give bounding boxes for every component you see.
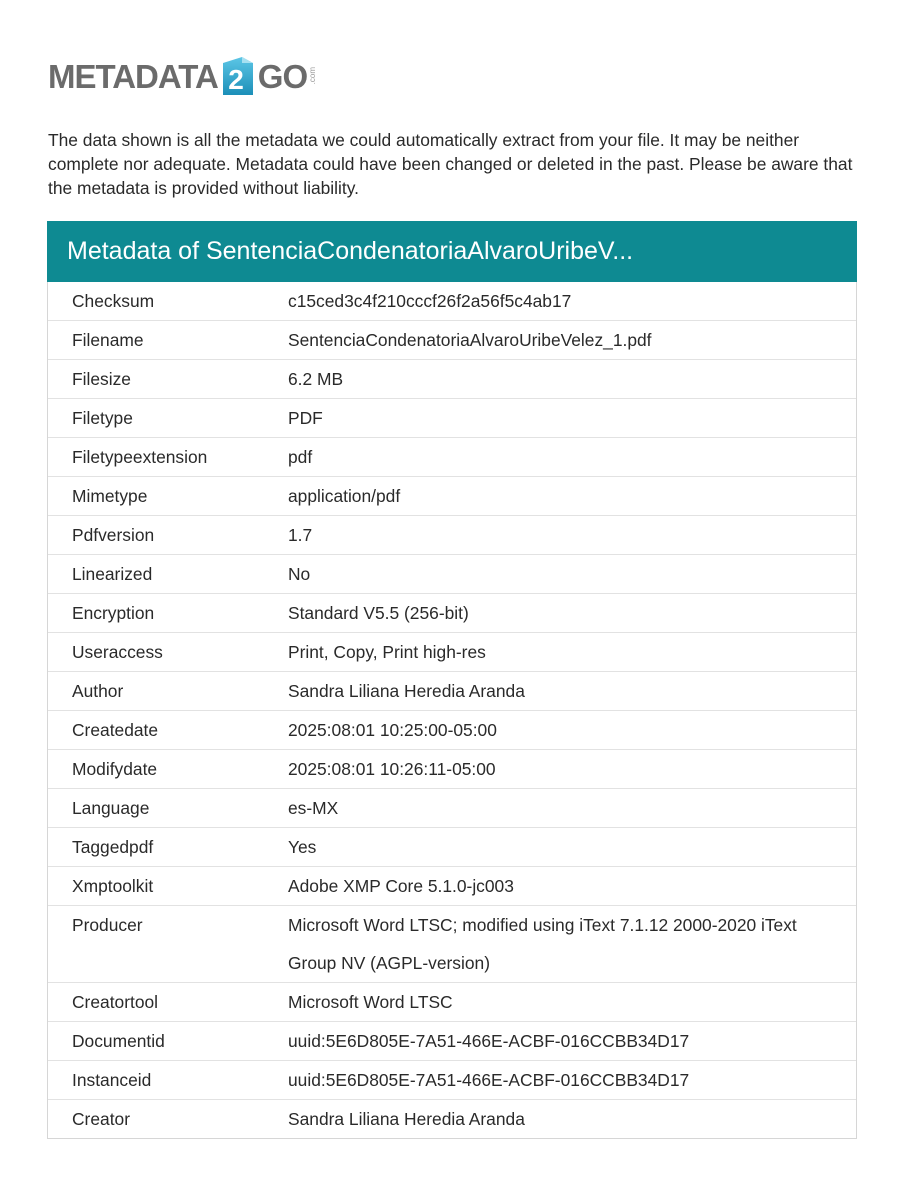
row-value: c15ced3c4f210cccf26f2a56f5c4ab17 <box>288 291 572 311</box>
row-key: Mimetype <box>72 486 148 506</box>
row-value: Sandra Liliana Heredia Aranda <box>288 1109 525 1129</box>
logo-text-right: GO <box>257 57 308 95</box>
table-row <box>48 866 856 905</box>
row-value: 2025:08:01 10:25:00-05:00 <box>288 720 497 740</box>
table-row <box>48 982 856 1021</box>
row-value: pdf <box>288 447 313 467</box>
table-row <box>48 827 856 866</box>
row-value: 6.2 MB <box>288 369 344 389</box>
row-value: Microsoft Word LTSC; modified using iText 7.1.12 2000-2020 iText Group NV (AGPL-version) <box>288 915 797 973</box>
row-key: Linearized <box>72 564 153 584</box>
row-value: Print, Copy, Print high-res <box>288 642 486 662</box>
row-value: uuid:5E6D805E-7A51-466E-ACBF-016CCBB34D17 <box>288 1031 690 1051</box>
logo-suffix: .com <box>308 67 318 85</box>
row-value: Microsoft Word LTSC <box>288 992 453 1012</box>
table-row <box>48 1060 856 1099</box>
row-key: Modifydate <box>72 759 158 779</box>
logo-badge <box>220 55 256 97</box>
disclaimer-text: The data shown is all the metadata we could automatically extract from your file. It may be neither complete nor adequate. Metadata could have been changed or deleted in the past. Please be aware that the metadata is provided without liability. <box>48 130 853 198</box>
row-value: 1.7 <box>288 525 313 545</box>
table-row <box>48 749 856 788</box>
table-row <box>48 359 856 398</box>
row-key: Language <box>72 798 150 818</box>
logo-text-left: METADATA <box>48 57 218 95</box>
table-row <box>48 905 856 982</box>
table-row <box>48 282 856 320</box>
row-key: Checksum <box>72 291 155 311</box>
row-value: uuid:5E6D805E-7A51-466E-ACBF-016CCBB34D17 <box>288 1070 690 1090</box>
row-key: Producer <box>72 915 143 935</box>
table-row <box>48 710 856 749</box>
table-row <box>48 632 856 671</box>
table-row <box>48 320 856 359</box>
row-value: Adobe XMP Core 5.1.0-jc003 <box>288 876 514 896</box>
row-key: Creator <box>72 1109 130 1129</box>
row-value: Standard V5.5 (256-bit) <box>288 603 469 623</box>
table-row <box>48 515 856 554</box>
row-key: Filename <box>72 330 144 350</box>
row-value: No <box>288 564 311 584</box>
table-row <box>48 671 856 710</box>
row-key: Filesize <box>72 369 131 389</box>
metadata-table-header <box>47 221 857 282</box>
row-value: Yes <box>288 837 317 857</box>
table-row <box>48 437 856 476</box>
row-value: PDF <box>288 408 323 428</box>
row-value: application/pdf <box>288 486 401 506</box>
table-row <box>48 1099 856 1138</box>
row-value: Sandra Liliana Heredia Aranda <box>288 681 525 701</box>
row-key: Encryption <box>72 603 155 623</box>
row-key: Instanceid <box>72 1070 152 1090</box>
metadata-table <box>47 221 857 1139</box>
table-row <box>48 398 856 437</box>
table-row <box>48 554 856 593</box>
row-key: Author <box>72 681 124 701</box>
logo-badge-icon <box>220 55 256 97</box>
row-key: Taggedpdf <box>72 837 154 857</box>
row-key: Xmptoolkit <box>72 876 154 896</box>
metadata2go-logo[interactable] <box>48 52 317 100</box>
metadata-rows <box>48 282 856 1138</box>
row-key: Filetypeextension <box>72 447 208 467</box>
logo-number: 2 <box>228 64 244 95</box>
metadata-table-title: Metadata of SentenciaCondenatoriaAlvaroUribeV... <box>67 237 634 265</box>
table-row <box>48 788 856 827</box>
row-value: es-MX <box>288 798 339 818</box>
row-value: SentenciaCondenatoriaAlvaroUribeVelez_1.pdf <box>288 330 652 350</box>
row-key: Createdate <box>72 720 159 740</box>
row-key: Documentid <box>72 1031 165 1051</box>
row-key: Creatortool <box>72 992 159 1012</box>
row-value: 2025:08:01 10:26:11-05:00 <box>288 759 496 779</box>
table-row <box>48 593 856 632</box>
row-key: Useraccess <box>72 642 163 662</box>
row-key: Pdfversion <box>72 525 155 545</box>
row-key: Filetype <box>72 408 133 428</box>
table-row <box>48 1021 856 1060</box>
table-row <box>48 476 856 515</box>
